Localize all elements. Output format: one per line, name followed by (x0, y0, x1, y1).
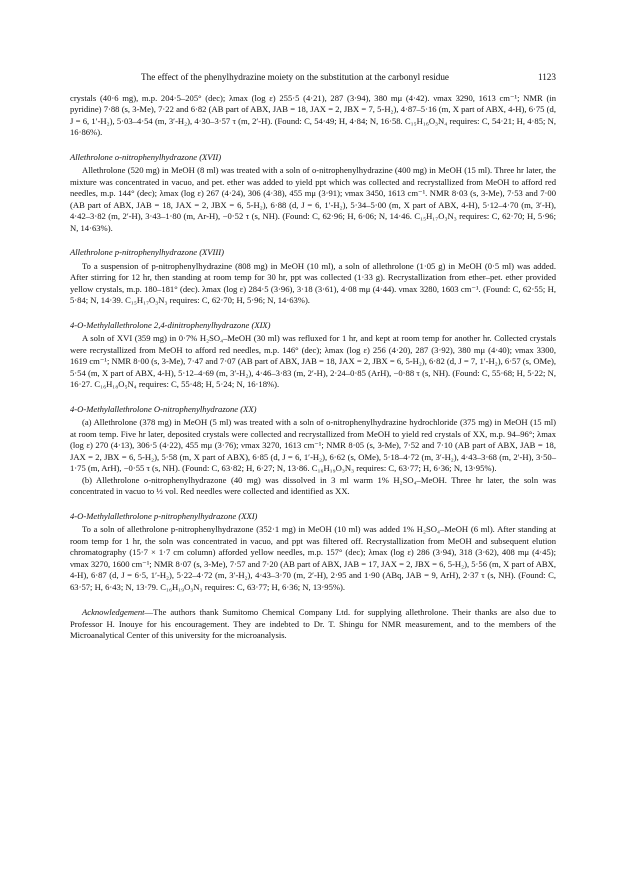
section-heading: Allethrolone p-nitrophenylhydrazone (XVIII) (70, 247, 225, 257)
section-paragraph: To a soln of allethrolone p-nitrophenylhydrazone (352·1 mg) in MeOH (10 ml) was added 1% H₂SO₄–MeOH (6 ml). After standing at room temp for 1 hr, the soln was concentrated in vacuo, and ppt was filtered off. Recrystallization from MeOH and subsequent elution chromatography (15·7 × 1·7 cm column) afforded yellow needles, m.p. 157° (dec); λmax (log ε) 286 (3·94), 318 (3·62), 408 mμ (4·45); νmax 3270, 1600 cm⁻¹; NMR 8·07 (s, 3-Me), 7·57 and 7·20 (AB part of ABX, JAB = 17, JAX = 2, JBX = 6, 5-H₂), 5·56 (m, X part of ABX, 4-H), 6·87 (d, J = 6·5, 1′-H₂), 5·22–4·72 (m, 3′-H₂), 4·43–3·70 (m, 2′-H), 2·95 and 1·90 (ABq, JAB = 9, ArH), 2·37 τ (s, NH). (Found: C, 63·57; H, 6·43; N, 13·79. C₁₆H₁₉O₃N₃ requires: C, 63·77; H, 6·36; N, 13·95%). (70, 524, 556, 592)
intro-paragraph: crystals (40·6 mg), m.p. 204·5–205° (dec); λmax (log ε) 255·5 (4·21), 287 (3·94), 380 mμ (4·42). νmax 3290, 1613 cm⁻¹; NMR (in pyridine) 7·88 (s, 3-Me), 7·22 and 6·82 (AB part of ABX, JAB = 18, JAX = 2, JBX = 7, 5-H₂), 4·87–5·16 (m, X part of ABX, 4-H), 6·75 (d, J = 6, 1′-H₂), 5·03–4·54 (m, 3′-H₂), 4·30–3·57 τ (m, 2′-H). (Found: C, 54·49; H, 4·84; N, 16·58. C₁₅H₁₆O₃N₄ requires: C, 54·21; H, 4·85; N, 16·86%). (70, 92, 556, 137)
section-heading: 4-O-Methylallethrolone O-nitrophenylhydrazone (XX) (70, 403, 257, 414)
acknowledgement-lead: Acknowledgement (82, 607, 145, 617)
acknowledgement (70, 607, 556, 642)
journal-page (70, 72, 556, 642)
section-xix (70, 320, 556, 391)
section-paragraph: A soln of XVI (359 mg) in 0·7% H₂SO₄–MeOH (30 ml) was refluxed for 1 hr, and kept at room temp for another hr. Collected crystals were recrystallized from MeOH to afford red needles, m.p. 146° (dec); λmax (log ε) 256 (4·20), 287 (3·92), 380 mμ (4·40); νmax 3300, 1619 cm⁻¹; NMR 8·00 (s, 3-Me), 7·47 and 7·07 (AB part of ABX, JAB = 18, JAX = 2, JBX = 6, 5-H₂), 6·82 (d, J = 7, 1′-H₂), 6·57 (s, OMe), 5·54 (m, X part of ABX, 4-H), 5·12–4·69 (m, 3′-H₂), 4·46–3·83 (m, 2′-H), 2·24–0·85 (ArH), −0·88 τ (s, NH). (Found: C, 55·68; H, 5·22; N, 16·27. C₁₆H₁₈O₅N₄ requires: C, 55·48; H, 5·24; N, 16·18%). (70, 333, 556, 389)
section-heading: 4-O-Methylallethrolone p-nitrophenylhydrazone (XXI) (70, 510, 258, 521)
acknowledgement-text: —The authors thank Sumitomo Chemical Company Ltd. for supplying allethrolone. Their thanks are also due to Professor H. Inouye for his encouragement. They are indebted to Dr. T. Shingu for NMR measurement, and to the members of the Microanalytical Center of this university for the microanalysis. (70, 607, 556, 640)
section-paragraph: (b) Allethrolone o-nitrophenylhydrazone (40 mg) was dissolved in 3 ml warm 1% H₂SO₄–MeOH. Three hr later, the soln was concentrated in vacuo to ½ vol. Red needles were collected and identified as XX. (70, 474, 556, 496)
section-xviii (70, 247, 556, 307)
section-heading: 4-O-Methylallethrolone 2,4-dinitrophenylhydrazone (XIX) (70, 319, 271, 330)
running-title: The effect of the phenylhydrazine moiety on the substitution at the carbonyl residue (140, 72, 450, 82)
section-paragraph: (a) Allethrolone (378 mg) in MeOH (5 ml) was treated with a soln of o-nitrophenylhydrazine hydrochloride (375 mg) in MeOH (15 ml) at room temp. Five hr later, deposited crystals were collected and recrystallized from MeOH to yield red crystals of XX, m.p. 94–96°; λmax (log ε) 270 (4·13), 306·5 (4·22), 455 mμ (3·76); νmax 3270, 1613 cm⁻¹; NMR 8·05 (s, 3-Me), 7·52 and 7·10 (AB part of ABX, JAB = 18, JAX = 2, JBX = 6, 5-H₂), 5·58 (m, X part of ABX), 6·85 (d, J = 6, 1′-H₂), 6·62 (s, OMe), 5·18–4·72 (m, 3′-H₂), 4·43–3·68 (m, 2′-H), 3·50–1·75 (m, ArH), −0·55 τ (s, NH). (Found: C, 63·82; H, 6·27; N, 13·86. C₁₆H₁₉O₃N₃ requires: C, 63·77; H, 6·36; N, 13·95%). (70, 417, 556, 473)
section-paragraph: Allethrolone (520 mg) in MeOH (8 ml) was treated with a soln of o-nitrophenylhydrazine (400 mg) in MeOH (15 ml). Three hr later, the mixture was concentrated in vacuo, and pet. ether was added to yield ppt which was collected and recrystallized from MeOH to afford red needles, m.p. 144° (dec); λmax (log ε) 267 (4·24), 306 (4·38), 455 mμ (3·91); νmax 3450, 1613 cm⁻¹. NMR 8·03 (s, 3-Me), 7·53 and 7·00 (AB part of ABX, JAB = 18, JAX = 2, JBX = 6, 5-H₂), 6·88 (d, J = 6, 1′-H₂), 5·34–5·00 (m, X part of ABX, 4-H), 5·12–4·70 (m, 3′-H), 4·42–3·82 (m, 2′-H), 3·43–1·80 (m, Ar-H), −0·52 τ (s, NH). (Found: C, 62·96; H, 6·06; N, 14·46. C₁₅H₁₇O₃N₃ requires: C, 62·70; H, 5·96; N, 14·63%). (70, 165, 556, 233)
section-xxi (70, 511, 556, 594)
section-heading: Allethrolone o-nitrophenylhydrazone (XVII) (70, 151, 222, 162)
section-xx (70, 404, 556, 498)
running-header (70, 72, 556, 84)
page-number: 1123 (537, 72, 556, 82)
section-paragraph: To a suspension of p-nitrophenylhydrazine (808 mg) in MeOH (10 ml), a soln of allethrolone (1·05 g) in MeOH (0·5 ml) was added. After stirring for 12 hr, then standing at room temp for 30 hr, ppt was collected (1·33 g). Recrystallization from ether–pet. ether provided yellow crystals, m.p. 180–181° (dec). λmax (log ε) 284·5 (3·96), 3·18 (3·61), 4·08 mμ (4·44). νmax 3280, 1603 cm⁻¹. (Found: C, 62·55; H, 5·84; N, 14·39. C₁₅H₁₇O₃N₃ requires: C, 62·70; H, 5·96; N, 14·63%). (70, 260, 556, 305)
section-xvii (70, 152, 556, 235)
